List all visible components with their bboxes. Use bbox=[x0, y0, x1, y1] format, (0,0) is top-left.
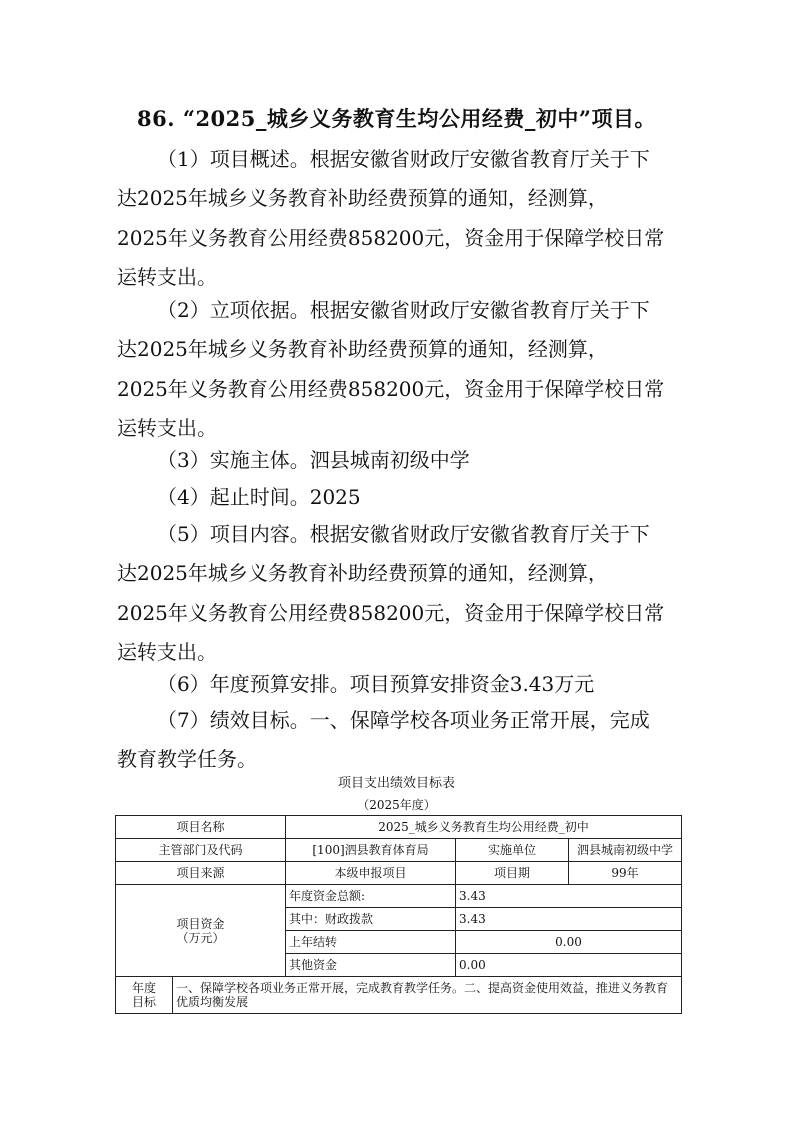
content-line: （5）项目内容。根据安徽省财政厅安徽省教育厅关于下 bbox=[157, 522, 650, 546]
carry-label: 上年结转 bbox=[286, 931, 456, 954]
project-name-value: 2025_城乡义务教育生均公用经费_初中 bbox=[286, 816, 682, 839]
project-name-label: 项目名称 bbox=[116, 816, 286, 839]
basis-line: 达2025年城乡义务教育补助经费预算的通知，经测算， bbox=[117, 337, 608, 362]
period-value: 99年 bbox=[569, 862, 682, 885]
annual-total-label: 年度资金总额: bbox=[286, 885, 456, 908]
section-budget bbox=[117, 665, 682, 704]
dept-value: [100]泗县教育体育局 bbox=[286, 839, 456, 862]
table-row bbox=[116, 816, 682, 839]
source-label: 项目来源 bbox=[116, 862, 286, 885]
impl-value: 泗县城南初级中学 bbox=[569, 839, 682, 862]
goal-line: 教育教学任务。 bbox=[117, 747, 257, 772]
table-row bbox=[116, 885, 682, 908]
goal-label-line: 年度 bbox=[131, 981, 156, 995]
funds-label-text: 项目资金 bbox=[176, 916, 225, 931]
other-label: 其他资金 bbox=[286, 954, 456, 977]
content-line: 达2025年城乡义务教育补助经费预算的通知，经测算， bbox=[117, 561, 608, 586]
budget-line: （6）年度预算安排。项目预算安排资金3.43万元 bbox=[157, 672, 595, 696]
table-title: 项目支出绩效目标表 bbox=[337, 776, 455, 791]
table-row bbox=[116, 839, 682, 862]
funds-unit-text: （万元） bbox=[176, 930, 225, 945]
overview-line: 达2025年城乡义务教育补助经费预算的通知，经测算， bbox=[117, 186, 608, 211]
dept-label: 主管部门及代码 bbox=[116, 839, 286, 862]
basis-line: 2025年义务教育公用经费858200元，资金用于保障学校日常 bbox=[117, 376, 665, 401]
period-line: （4）起止时间。2025 bbox=[157, 485, 361, 509]
impl-label: 实施单位 bbox=[456, 839, 569, 862]
content-line: 2025年义务教育公用经费858200元，资金用于保障学校日常 bbox=[117, 600, 665, 625]
source-value: 本级申报项目 bbox=[286, 862, 456, 885]
content-line: 运转支出。 bbox=[117, 639, 217, 664]
entity-line: （3）实施主体。泗县城南初级中学 bbox=[157, 448, 470, 472]
funds-label bbox=[116, 885, 286, 977]
annual-total-value: 3.43 bbox=[456, 885, 682, 908]
overview-line: 2025年义务教育公用经费858200元，资金用于保障学校日常 bbox=[117, 225, 665, 250]
basis-line: 运转支出。 bbox=[117, 415, 217, 440]
page-heading: 86. “2025_城乡义务教育生均公用经费_初中”项目。 bbox=[137, 106, 656, 131]
section-goal bbox=[117, 701, 682, 780]
section-entity bbox=[117, 441, 682, 480]
section-basis bbox=[117, 291, 682, 448]
table-row bbox=[116, 977, 682, 1014]
goal-line: （7）绩效目标。一、保障学校各项业务正常开展，完成 bbox=[157, 708, 650, 732]
basis-line: （2）立项依据。根据安徽省财政厅安徽省教育厅关于下 bbox=[157, 298, 650, 322]
carry-value: 0.00 bbox=[456, 931, 682, 954]
overview-line: 运转支出。 bbox=[117, 264, 217, 289]
goal-label bbox=[116, 977, 173, 1014]
performance-table bbox=[115, 815, 682, 1014]
fiscal-label: 其中：财政拨款 bbox=[286, 908, 456, 931]
other-value: 0.00 bbox=[456, 954, 682, 977]
table-row bbox=[116, 862, 682, 885]
fiscal-value: 3.43 bbox=[456, 908, 682, 931]
section-period bbox=[117, 478, 682, 517]
overview-line: （1）项目概述。根据安徽省财政厅安徽省教育厅关于下 bbox=[157, 147, 650, 171]
section-overview bbox=[117, 140, 682, 297]
goal-text: 一、保障学校各项业务正常开展，完成教育教学任务。二、提高资金使用效益，推进义务教育优质均衡发展 bbox=[173, 977, 682, 1014]
goal-label-line: 目标 bbox=[131, 995, 156, 1009]
section-content bbox=[117, 515, 682, 672]
period-label: 项目期 bbox=[456, 862, 569, 885]
table-subtitle: （2025年度） bbox=[357, 798, 436, 812]
